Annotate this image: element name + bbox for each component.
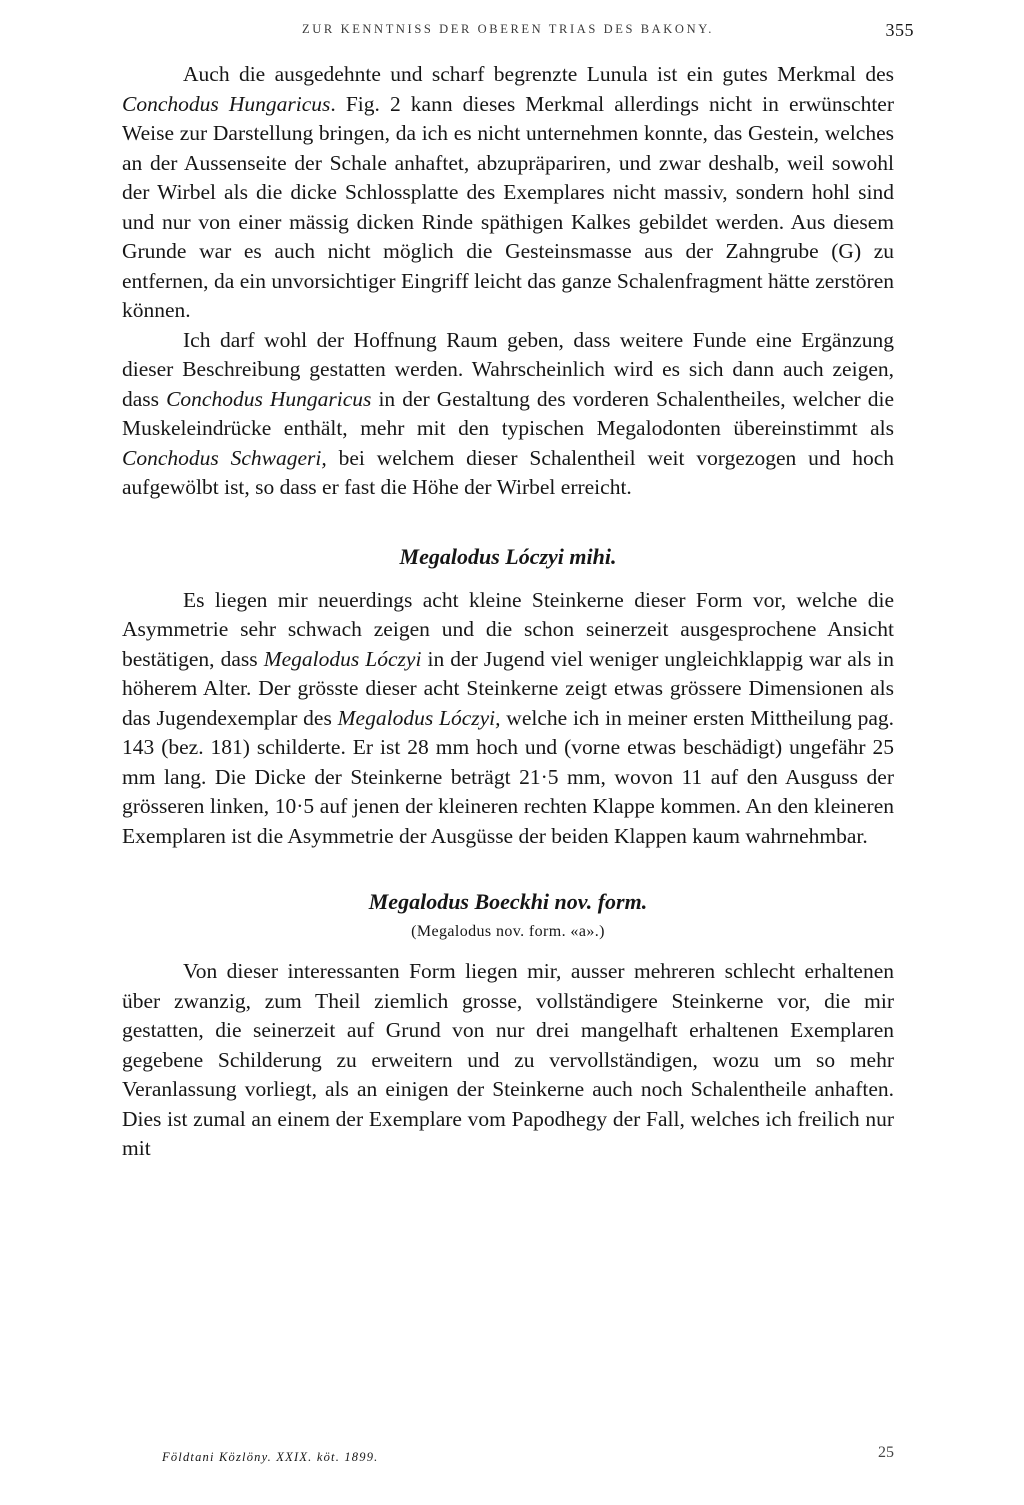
text-run: . Fig. 2 kann dieses Merkmal allerdings nicht in erwünschter Weise zur Darstellung bringen, da ich es nicht unternehmen konnte, das Gestein, welches an der Aussenseite der Schale anhaftet, abzupräpariren, und zwar deshalb, weil sowohl der Wirbel als die dicke Schlossplatte des Exemplares nicht massiv, sondern hohl sind und nur von einer mässig dicken Rinde späthigen Kalkes gebildet werden. Aus diesem Grunde war es auch nicht möglich die Gesteinsmasse aus der Zahngrube (G) zu entfernen, da ein unvorsichtiger Eingriff leicht das ganze Schalenfragment hätte zerstören können. <box>122 91 895 322</box>
text-run: in der Jugend viel weniger ungleichklappig war als in höherem Alter. Der grösste dieser acht Steinkerne zeigt etwas grössere Dimensionen als das Jugendexemplar des <box>122 646 894 730</box>
text-run: welche ich in meiner ersten Mittheilung pag. 143 (bez. 181) schilderte. Er ist 28 mm hoch und (vorne etwas beschädigt) ungefähr 25 mm lang. Die Dicke der Steinkerne beträgt 21·5 mm, wovon 11 auf den Ausguss der grösseren linken, 10·5 auf jenen der kleineren rechten Klappe kommen. An den kleineren Exemplaren ist die Asymmetrie der Ausgüsse der beiden Klappen kaum wahrnehmbar. <box>122 705 894 848</box>
running-head <box>122 20 914 44</box>
text-run: Es liegen mir neuerdings acht kleine Steinkerne dieser Form vor, welche die Asymmetrie sehr schwach zeigen und die schon seinerzeit ausgesprochene Ansicht bestätigen, dass <box>122 587 894 671</box>
species-name: Conchodus Hungaricus <box>166 386 372 411</box>
text-run: Auch die ausgedehnte und scharf begrenzte Lunula ist ein gutes Merkmal des <box>183 62 894 86</box>
species-name: Megalodus Lóczyi, <box>337 705 501 730</box>
paragraph-boeckhi: Von dieser interessanten Form liegen mir, ausser mehreren schlecht erhaltenen über zwanzig, zum Theil ziemlich grosse, vollständigere Steinkerne vor, die mir gestatten, die seinerzeit auf Grund von nur drei mangelhaft erhaltenen Exemplaren gegebene Schilderung zu erweitern und zu vervollständigen, wozu um so mehr Veranlassung vorliegt, als an einigen der Steinkerne auch noch Schalentheile anhaften. Dies ist zumal an einem der Exemplare vom Papodhegy der Fall, welches ich freilich nur mit <box>122 959 894 1160</box>
page-number: 355 <box>885 20 914 40</box>
book-page <box>122 0 914 1505</box>
journal-citation: Földtani Közlöny. XXIX. köt. 1899. <box>162 1450 379 1464</box>
species-name: Conchodus Schwageri, <box>122 445 327 470</box>
paragraph-hoffnung <box>122 326 894 503</box>
section-heading-boeckhi: Megalodus Boeckhi nov. form. <box>368 889 648 914</box>
body-text <box>122 60 894 1164</box>
paragraph-loczyi <box>122 586 894 852</box>
section-subheading: (Megalodus nov. form. «a».) <box>411 923 605 940</box>
text-run: bei welchem dieser Schalentheil weit vorgezogen und hoch aufgewölbt ist, so dass er fast die Höhe der Wirbel erreicht. <box>122 445 894 499</box>
species-name: Conchodus Hungaricus <box>122 91 331 116</box>
text-run: Ich darf wohl der Hoffnung Raum geben, dass weitere Funde eine Ergänzung dieser Beschreibung gestatten werden. Wahrscheinlich wird es sich dann auch zeigen, dass <box>122 327 894 411</box>
signature-mark: 25 <box>878 1444 894 1461</box>
text-run: in der Gestaltung des vorderen Schalentheiles, welcher die Muskeleindrücke enthält, mehr mit den typischen Megalodonten übereinstimmt als <box>122 386 895 440</box>
running-title: ZUR KENNTNISS DER OBEREN TRIAS DES BAKONY. <box>302 22 714 36</box>
paragraph-lunula <box>122 60 894 326</box>
species-name: Megalodus Lóczyi <box>263 646 422 671</box>
page-footer <box>122 1444 914 1474</box>
section-heading-loczyi: Megalodus Lóczyi mihi. <box>399 543 617 569</box>
